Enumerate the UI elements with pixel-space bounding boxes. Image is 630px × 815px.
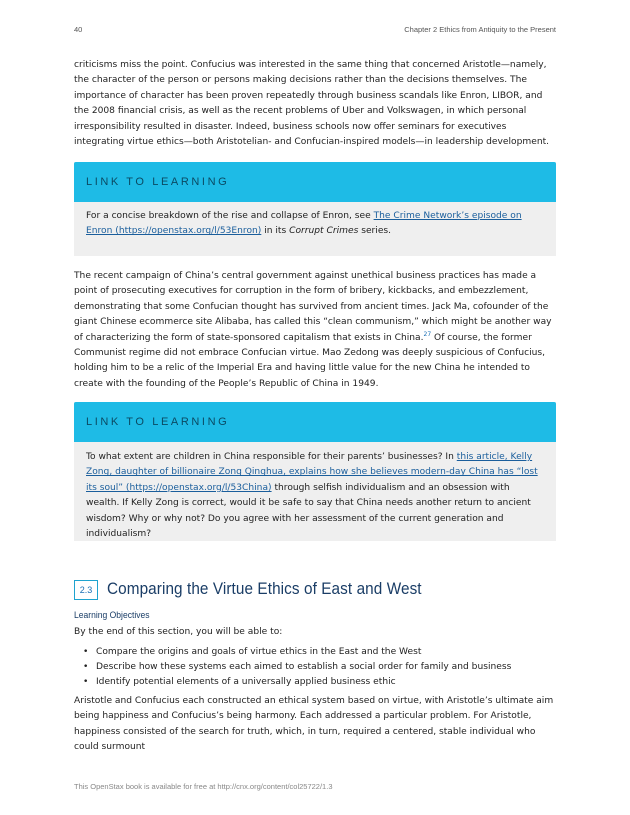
- link-box-2-body: [86, 450, 542, 542]
- enron-episode-link[interactable]: The Crime Network’s episode on Enron (https://openstax.org/l/53Enron): [86, 211, 522, 237]
- section-number-badge: 2.3: [74, 580, 98, 600]
- corrupt-crimes-title: Corrupt Crimes: [289, 226, 359, 237]
- objective-text: Identify potential elements of a universally applied business ethic: [96, 676, 396, 687]
- closing-paragraph: Aristotle and Confucius each constructed an ethical system based on virtue, with Aristotle’s ultimate aim being happiness and Confucius’s being harmony. Each addressed a particular problem. For Aristotle, happiness consisted of the search for truth, which, in turn, required a centered, stable individual who could surmount: [74, 696, 554, 753]
- chapter-title: Chapter 2 Ethics from Antiquity to the Present: [404, 25, 556, 34]
- link-box-2-header: [74, 402, 556, 442]
- middle-paragraph-text-after: Of course, the former Communist regime did not embrace Confucian virtue. Mao Zedong was deeply suspicious of Confucius, holding him to be a relic of the Imperial Era and having little value for the new China he intended to create with the founding of the People’s Republic of China in 1949.: [74, 332, 546, 389]
- link-to-learning-box-1: [74, 162, 556, 256]
- china-campaign-paragraph: [74, 269, 556, 392]
- section-title: Comparing the Virtue Ethics of East and West: [107, 579, 422, 598]
- link-box-2-title: LINK TO LEARNING: [86, 416, 230, 428]
- link-box-2-text-after: through selfish individualism and an obsession with wealth. If Kelly Zong is correct, would it be safe to say that China needs another return to ancient wisdom? Why or why not? Do you agree with her assessment of the current generation and individualism?: [86, 482, 531, 540]
- footnote-27[interactable]: 27: [423, 330, 432, 338]
- link-box-1-title: LINK TO LEARNING: [86, 176, 230, 188]
- learning-objectives-heading: Learning Objectives: [74, 610, 150, 621]
- link-box-1-text-before: For a concise breakdown of the rise and collapse of Enron, see: [86, 211, 374, 221]
- middle-paragraph-text: The recent campaign of China’s central government against unethical business practices has made a point of prosecuting executives for corruption in the form of bribery, kickbacks, and embezzlement, demonstrating that some Confucian thought has survived from ancient times. Jack Ma, cofounder of the giant Chinese ecommerce site Alibaba, has called this “clean communism,” which might be another way of characterizing the form of state-sponsored capitalism that exists in China.: [74, 271, 552, 343]
- kelly-zong-article-link[interactable]: this article, Kelly Zong, daughter of billionaire Zong Qinghua, explains how she believes modern-day China has “lost its soul” (https://openstax.org/l/53China): [86, 452, 538, 493]
- list-item: [74, 675, 556, 690]
- objective-text: Describe how these systems each aimed to establish a social order for family and business: [96, 661, 512, 672]
- link-to-learning-box-2: [74, 402, 556, 541]
- bullet-icon: •: [83, 676, 89, 687]
- intro-paragraph: criticisms miss the point. Confucius was interested in the same thing that concerned Aristotle—namely, the character of the person or persons making decisions rather than the decisions themselves. The importance of character has been proven repeatedly through business scandals like Enron, LIBOR, and the 2008 financial crisis, as well as the recent problems of Uber and Volkswagen, in which personal irresponsibility resulted in disaster. Indeed, business schools now offer seminars for executives integrating virtue ethics—both Aristotelian- and Confucian-inspired models—in leadership development.: [74, 60, 550, 148]
- list-item: [74, 645, 556, 660]
- page-footer: This OpenStax book is available for free at http://cnx.org/content/col25722/1.3: [74, 782, 333, 791]
- page-number: 40: [74, 25, 83, 34]
- list-item: [74, 660, 556, 675]
- bullet-icon: •: [83, 647, 89, 657]
- link-box-2-text-before: To what extent are children in China responsible for their parents’ businesses? In: [86, 452, 457, 462]
- link-box-1-body: [86, 209, 542, 240]
- learning-objectives-list: [74, 645, 556, 689]
- bullet-icon: •: [83, 661, 89, 672]
- link-box-1-text-after: series.: [358, 226, 392, 237]
- link-box-1-text-middle: in its: [261, 226, 290, 237]
- objectives-intro: By the end of this section, you will be able to:: [74, 627, 283, 637]
- link-box-1-header: [74, 162, 556, 202]
- objective-text: Compare the origins and goals of virtue ethics in the East and the West: [96, 647, 422, 657]
